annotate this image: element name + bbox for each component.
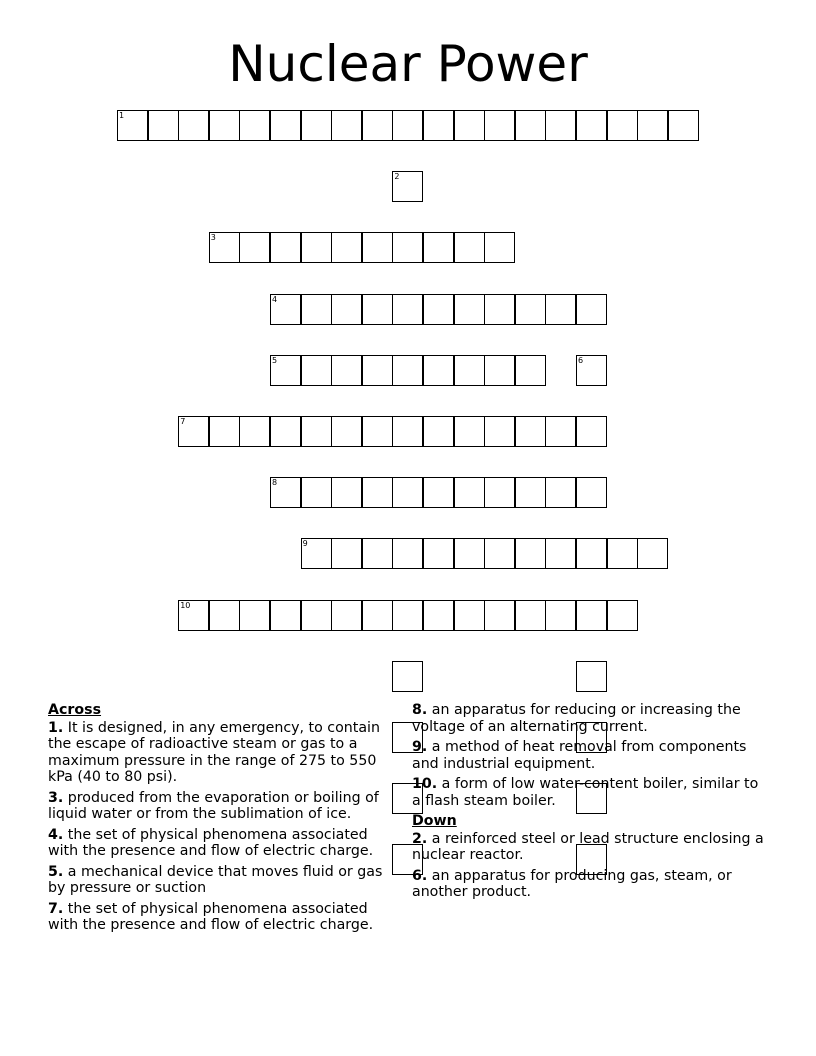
- grid-cell[interactable]: [239, 600, 270, 631]
- grid-cell[interactable]: [239, 232, 270, 263]
- grid-cell[interactable]: [301, 416, 332, 447]
- grid-cell[interactable]: [607, 600, 638, 631]
- clue-number: 10.: [412, 776, 438, 792]
- grid-cell[interactable]: [209, 110, 240, 141]
- grid-cell[interactable]: [270, 355, 301, 386]
- clue-number-label: 10: [180, 600, 191, 610]
- clue-text: a reinforced steel or lead structure enclosing a nuclear reactor.: [412, 830, 764, 863]
- clue-number-label: 6: [578, 355, 584, 365]
- grid-cell[interactable]: [301, 538, 332, 569]
- grid-cell[interactable]: [515, 110, 546, 141]
- grid-cell[interactable]: [454, 355, 485, 386]
- clue-text: the set of physical phenomena associated with the presence and flow of electric charge.: [48, 826, 374, 859]
- grid-cell[interactable]: [301, 294, 332, 325]
- across-clue-4: [48, 827, 400, 860]
- clue-number: 7.: [48, 900, 64, 917]
- across-clue-1: [48, 720, 400, 786]
- grid-cell[interactable]: [362, 600, 393, 631]
- grid-cell[interactable]: [484, 110, 515, 141]
- grid-cell[interactable]: [576, 355, 607, 386]
- clue-number: 1.: [48, 719, 64, 736]
- grid-cell[interactable]: [392, 416, 423, 447]
- grid-cell[interactable]: [392, 661, 423, 692]
- grid-cell[interactable]: [117, 110, 148, 141]
- grid-cell[interactable]: [239, 110, 270, 141]
- grid-cell[interactable]: [362, 538, 393, 569]
- across-clue-9: [412, 739, 764, 772]
- clue-number-label: 4: [272, 294, 278, 304]
- grid-cell[interactable]: [148, 110, 179, 141]
- across-clue-3: [48, 790, 400, 823]
- grid-cell[interactable]: [392, 600, 423, 631]
- grid-cell[interactable]: [576, 661, 607, 692]
- clue-number-label: 1: [119, 111, 125, 120]
- grid-cell[interactable]: [331, 355, 362, 386]
- clue-number: 6.: [412, 867, 428, 884]
- grid-cell[interactable]: [454, 110, 485, 141]
- grid-cell[interactable]: [484, 600, 515, 631]
- grid-cell[interactable]: [301, 232, 332, 263]
- grid-cell[interactable]: [484, 416, 515, 447]
- grid-cell[interactable]: [423, 416, 454, 447]
- grid-cell[interactable]: [484, 294, 515, 325]
- clue-number-label: 2: [394, 172, 400, 182]
- clue-number: 2.: [412, 830, 428, 847]
- grid-cell[interactable]: [392, 477, 423, 508]
- clue-number-label: 9: [302, 539, 308, 549]
- grid-cell[interactable]: [270, 294, 301, 325]
- grid-cell[interactable]: [576, 600, 607, 631]
- grid-cell[interactable]: [515, 477, 546, 508]
- grid-cell[interactable]: [423, 477, 454, 508]
- grid-cell[interactable]: [515, 294, 546, 325]
- clue-number-label: 7: [180, 417, 186, 426]
- grid-cell[interactable]: [392, 294, 423, 325]
- grid-cell[interactable]: [423, 294, 454, 325]
- grid-cell[interactable]: [331, 600, 362, 631]
- grid-cell[interactable]: [362, 110, 393, 141]
- grid-cell[interactable]: [362, 294, 393, 325]
- grid-cell[interactable]: [270, 477, 301, 508]
- grid-cell[interactable]: [454, 416, 485, 447]
- grid-cell[interactable]: [668, 110, 699, 141]
- grid-cell[interactable]: [362, 477, 393, 508]
- grid-cell[interactable]: [392, 355, 423, 386]
- grid-cell[interactable]: [607, 538, 638, 569]
- clue-number: 8.: [412, 702, 428, 718]
- clue-text: It is designed, in any emergency, to contain the escape of radioactive steam or gas to a maximum pressure in the range of 275 to 550 kPa (40 to 80 psi).: [48, 719, 380, 785]
- grid-cell[interactable]: [301, 355, 332, 386]
- grid-cell[interactable]: [637, 538, 668, 569]
- clue-number: 3.: [48, 789, 64, 806]
- grid-cell[interactable]: [331, 416, 362, 447]
- clue-number-label: 3: [210, 233, 216, 243]
- grid-cell[interactable]: [178, 416, 209, 447]
- grid-cell[interactable]: [270, 600, 301, 631]
- clues-left-column: [48, 702, 400, 938]
- grid-cell[interactable]: [545, 600, 576, 631]
- down-clue-2: [412, 831, 764, 864]
- grid-cell[interactable]: [545, 538, 576, 569]
- grid-cell[interactable]: [392, 232, 423, 263]
- grid-cell[interactable]: [515, 416, 546, 447]
- grid-cell[interactable]: [454, 477, 485, 508]
- grid-cell[interactable]: [239, 416, 270, 447]
- grid-cell[interactable]: [331, 538, 362, 569]
- clue-text: a mechanical device that moves fluid or gas by pressure or suction: [48, 863, 383, 896]
- grid-cell[interactable]: [515, 355, 546, 386]
- grid-cell[interactable]: [270, 416, 301, 447]
- grid-cell[interactable]: [576, 294, 607, 325]
- clue-text: an apparatus for reducing or increasing the voltage of an alternating current.: [412, 702, 741, 735]
- clue-number-label: 8: [272, 478, 278, 488]
- across-clue-10: [412, 776, 764, 809]
- across-clue-7: [48, 901, 400, 934]
- grid-cell[interactable]: [637, 110, 668, 141]
- clue-text: a method of heat removal from components and industrial equipment.: [412, 739, 747, 772]
- grid-cell[interactable]: [607, 110, 638, 141]
- grid-cell[interactable]: [178, 110, 209, 141]
- grid-cell[interactable]: [484, 477, 515, 508]
- clue-number: 5.: [48, 863, 64, 880]
- grid-cell[interactable]: [362, 416, 393, 447]
- grid-cell[interactable]: [515, 600, 546, 631]
- grid-cell[interactable]: [454, 600, 485, 631]
- across-clue-5: [48, 864, 400, 897]
- grid-cell[interactable]: [331, 294, 362, 325]
- grid-cell[interactable]: [362, 232, 393, 263]
- grid-cell[interactable]: [484, 232, 515, 263]
- grid-cell[interactable]: [209, 416, 240, 447]
- grid-cell[interactable]: [301, 600, 332, 631]
- grid-cell[interactable]: [545, 294, 576, 325]
- grid-cell[interactable]: [423, 355, 454, 386]
- grid-cell[interactable]: [362, 355, 393, 386]
- grid-cell[interactable]: [178, 600, 209, 631]
- grid-cell[interactable]: [331, 232, 362, 263]
- grid-cell[interactable]: [545, 110, 576, 141]
- grid-cell[interactable]: [331, 477, 362, 508]
- clue-number-label: 5: [272, 355, 278, 365]
- down-heading: Down: [412, 813, 457, 829]
- grid-cell[interactable]: [576, 538, 607, 569]
- clue-text: produced from the evaporation or boiling of liquid water or from the sublimation of ice.: [48, 789, 379, 822]
- grid-cell[interactable]: [515, 538, 546, 569]
- grid-cell[interactable]: [270, 232, 301, 263]
- down-clue-6: [412, 868, 764, 901]
- grid-cell[interactable]: [392, 171, 423, 202]
- grid-cell[interactable]: [392, 538, 423, 569]
- grid-cell[interactable]: [545, 477, 576, 508]
- grid-cell[interactable]: [576, 110, 607, 141]
- grid-cell[interactable]: [423, 232, 454, 263]
- grid-cell[interactable]: [423, 600, 454, 631]
- grid-cell[interactable]: [423, 110, 454, 141]
- grid-cell[interactable]: [484, 355, 515, 386]
- clue-text: an apparatus for producing gas, steam, or another product.: [412, 867, 732, 900]
- grid-cell[interactable]: [423, 538, 454, 569]
- grid-cell[interactable]: [392, 110, 423, 141]
- clue-number: 9.: [412, 739, 428, 755]
- clues-right-column: [412, 702, 764, 905]
- clue-text: the set of physical phenomena associated with the presence and flow of electric charge.: [48, 900, 374, 933]
- grid-cell[interactable]: [331, 110, 362, 141]
- across-clue-8: [412, 702, 764, 735]
- clue-number: 4.: [48, 826, 64, 843]
- grid-cell[interactable]: [454, 294, 485, 325]
- grid-cell[interactable]: [301, 477, 332, 508]
- grid-cell[interactable]: [576, 416, 607, 447]
- across-heading: Across: [48, 702, 102, 718]
- grid-cell[interactable]: [454, 232, 485, 263]
- grid-cell[interactable]: [270, 110, 301, 141]
- grid-cell[interactable]: [454, 538, 485, 569]
- grid-cell[interactable]: [484, 538, 515, 569]
- grid-cell[interactable]: [545, 416, 576, 447]
- grid-cell[interactable]: [576, 477, 607, 508]
- clue-text: a form of low water-content boiler, similar to a flash steam boiler.: [412, 776, 759, 809]
- grid-cell[interactable]: [209, 600, 240, 631]
- page-title: Nuclear Power: [228, 35, 588, 93]
- grid-cell[interactable]: [301, 110, 332, 141]
- grid-cell[interactable]: [209, 232, 240, 263]
